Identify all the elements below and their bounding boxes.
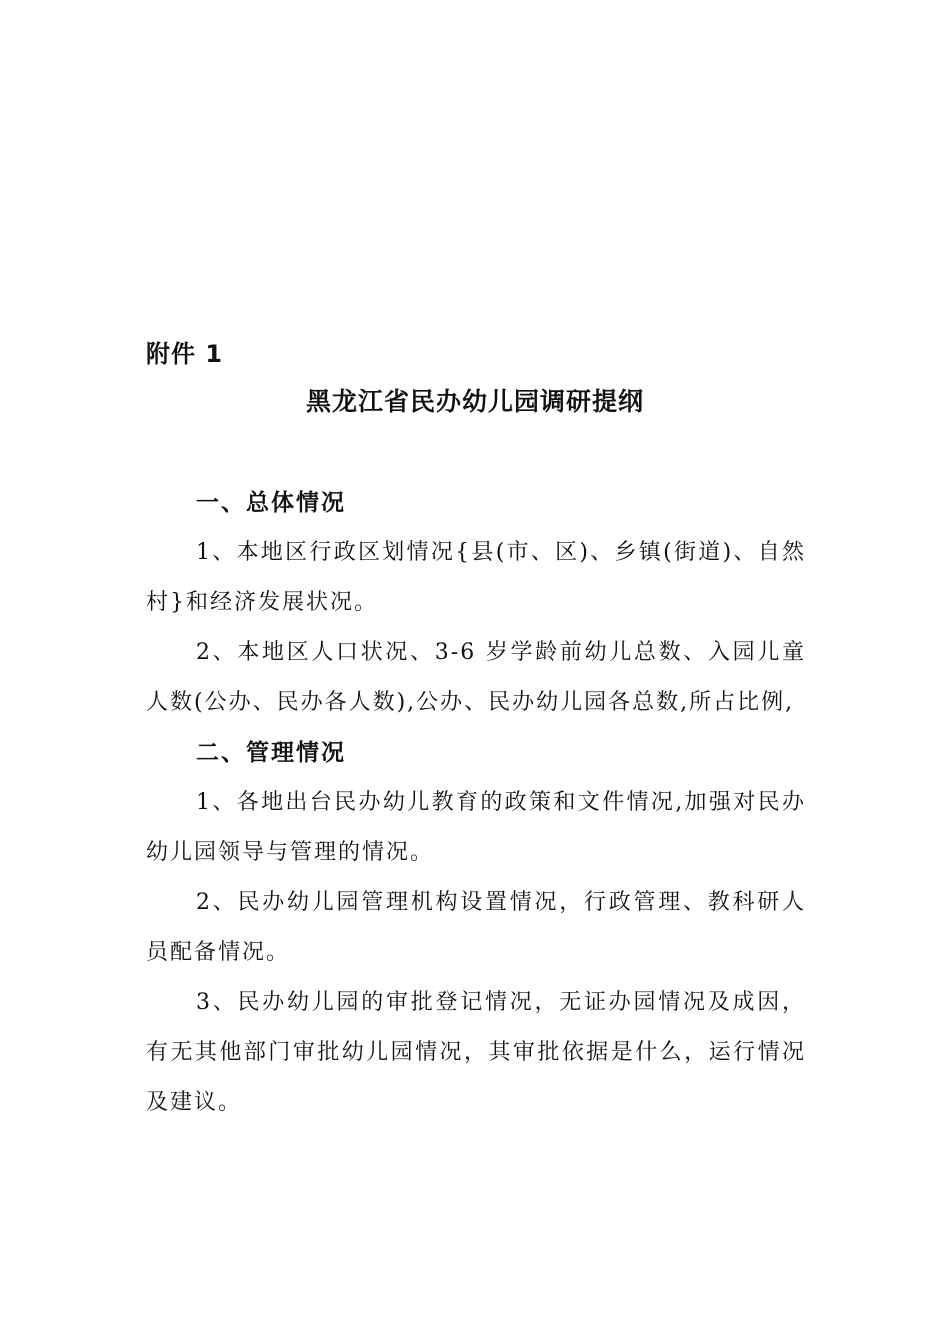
paragraph: 3、民办幼儿园的审批登记情况，无证办园情况及成因，有无其他部门审批幼儿园情况，其审批依据是什么，运行情况及建议。: [146, 990, 806, 1115]
section-overall: [146, 478, 806, 728]
attachment-label: 附件 1: [146, 340, 224, 368]
section-heading: 一、总体情况: [196, 490, 346, 516]
paragraph: 1、各地出台民办幼儿教育的政策和文件情况,加强对民办幼儿园领导与管理的情况。: [146, 790, 806, 865]
document-title: 黑龙江省民办幼儿园调研提纲: [305, 387, 644, 416]
document-body: [146, 478, 806, 1128]
paragraph: 1、本地区行政区划情况{县(市、区)、乡镇(街道)、自然村}和经济发展状况。: [146, 540, 806, 615]
paragraph: 2、民办幼儿园管理机构设置情况，行政管理、教科研人员配备情况。: [146, 890, 806, 965]
section-management: [146, 728, 806, 1128]
section-heading: 二、管理情况: [196, 740, 346, 766]
paragraph: 2、本地区人口状况、3-6 岁学龄前幼儿总数、入园儿童人数(公办、民办各人数),公办、民办幼儿园各总数,所占比例,: [146, 640, 806, 715]
